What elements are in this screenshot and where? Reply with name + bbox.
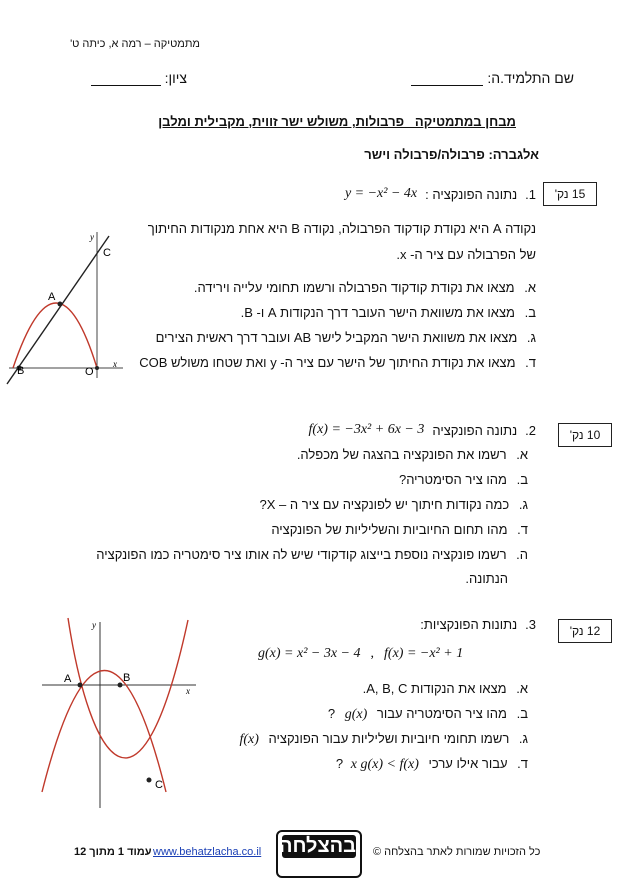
q3-item-d-tail: ? — [335, 756, 344, 771]
footer-logo — [276, 830, 362, 878]
footer-logo-text: בהצלחה — [278, 835, 356, 857]
q1-label-x: x — [113, 359, 117, 369]
q1-item-b-letter: ב. — [524, 305, 536, 320]
q3-points-box: 12 נק' — [558, 619, 612, 643]
q3-item-c-text: רשמו תחומי חיוביות ושליליות עבור הפונקציה — [268, 731, 510, 746]
q2-item-e-cont: הנתונה. — [465, 571, 508, 586]
q1-line-ab — [7, 236, 109, 384]
q1-point-a — [58, 302, 63, 307]
q3-item-d-text: עבור אילו ערכי — [428, 756, 508, 771]
q3-label-b: B — [123, 672, 131, 684]
q2-item-b-letter: ב. — [516, 472, 528, 487]
exam-title: מבחן במתמטיקה פרבולות, משולש ישר זווית, מקבילית ומלבן — [158, 114, 516, 129]
section-title: אלגברה: פרבולה/פרבולה וישר — [364, 147, 539, 162]
q1-label-o: O — [85, 366, 94, 378]
q2-item-c-text: כמה נקודות חיתוך יש לפונקציה עם ציר ה – X? — [259, 497, 510, 512]
q2-item-e — [96, 547, 528, 562]
q1-item-b-text: מצאו את משוואת הישר העובר דרך הנקודות A ו- B. — [240, 305, 515, 320]
student-name-blank[interactable] — [411, 73, 483, 86]
q3-item-d — [336, 756, 528, 773]
q1-number: 1. — [525, 186, 536, 202]
q1-label-c: C — [103, 247, 111, 259]
q1-item-d — [139, 355, 536, 370]
q1-label-b: B — [17, 365, 25, 377]
q1-item-a-text: מצאו את נקודת קודקוד הפרבולה ורשמו תחומי עלייה וירידה. — [193, 280, 515, 295]
q3-item-d-letter: ד. — [517, 756, 528, 771]
page-number: עמוד 1 מתוך 12 — [74, 846, 152, 858]
q2-item-b-text: מהו ציר הסימטריה? — [398, 472, 507, 487]
q2-items — [28, 447, 528, 587]
q2-item-d — [271, 522, 528, 537]
q1-point-o — [95, 366, 99, 370]
q3-label-a: A — [64, 673, 72, 685]
q3-number: 3. — [525, 617, 536, 632]
q1-points-box: 15 נק' — [543, 182, 597, 206]
q3-formula-f: f(x) = −x² + 1 — [384, 646, 464, 661]
q3-item-b-math: g(x) — [344, 707, 368, 722]
q3-point-c — [147, 778, 152, 783]
q1-desc-2: של הפרבולה עם ציר ה- x. — [396, 247, 536, 262]
q3-label-x: x — [186, 686, 190, 696]
q2-item-e-text: רשמו פונקציה נוספת בייצוג קודקודי שיש לה אותו ציר סימטריה כמו הפונקציה — [96, 547, 507, 562]
q3-graph — [28, 612, 203, 810]
q1-item-c-text: מצאו את משוואת הישר המקביל לישר AB ועובר דרך ראשית הצירים — [155, 330, 518, 345]
q1-label-y: y — [90, 232, 94, 242]
q2-item-e-letter: ה. — [516, 547, 528, 562]
student-name-label: שם התלמיד.ה: — [487, 70, 574, 86]
grade-field[interactable] — [91, 70, 187, 86]
q3-point-b — [118, 683, 123, 688]
q1-item-d-text: מצאו את נקודת החיתוך של הישר עם ציר ה- y ואת שטחו משולש COB — [139, 355, 516, 370]
q3-formula-sep: , — [370, 646, 375, 661]
course-line: מתמטיקה – רמה א, כיתה ט' — [70, 38, 200, 50]
q3-item-c — [239, 731, 528, 748]
student-name-field[interactable] — [411, 70, 574, 86]
q1-item-b — [241, 305, 536, 320]
q3-label-y: y — [92, 620, 96, 630]
q3-item-a-letter: א. — [516, 681, 528, 696]
q1-formula: y = −x² − 4x — [344, 186, 418, 201]
q1-intro: נתונה הפונקציה : — [425, 186, 518, 202]
q1-label-a: A — [48, 291, 56, 303]
grade-label: ציון: — [164, 70, 187, 86]
q2-item-c — [260, 497, 529, 512]
q1-item-c-letter: ג. — [526, 330, 536, 345]
q3-item-b-text: מהו ציר הסימטריה עבור — [376, 706, 507, 721]
q3-point-a — [78, 683, 83, 688]
grade-blank[interactable] — [91, 73, 161, 86]
q2-item-a-text: רשמו את הפונקציה בהצגה של מכפלה. — [296, 447, 507, 462]
q1-graph — [5, 226, 130, 386]
q3-item-b-tail: ? — [327, 706, 336, 721]
q2-item-c-letter: ג. — [518, 497, 528, 512]
website-link[interactable]: www.behatzlacha.co.il — [153, 846, 262, 858]
q1-desc-1: נקודה A היא נקודת קודקוד הפרבולה, נקודה B היא אחת מנקודות החיתוך — [147, 221, 536, 236]
q1-item-d-letter: ד. — [525, 355, 536, 370]
q2-points-box: 10 נק' — [558, 423, 612, 447]
q2-header — [309, 422, 536, 438]
q3-item-b — [328, 706, 528, 723]
q2-item-d-text: מהו תחום החיוביות והשליליות של הפונקציה — [271, 522, 508, 537]
q3-parabola-f — [42, 671, 166, 793]
q3-item-b-letter: ב. — [516, 706, 528, 721]
q1-header — [156, 186, 536, 202]
q3-items — [208, 681, 528, 781]
q1-items — [116, 280, 536, 380]
q2-item-a — [297, 447, 528, 462]
q3-header — [420, 617, 536, 632]
q1-item-a-letter: א. — [524, 280, 536, 295]
q3-item-a-text: מצאו את הנקודות A, B, C. — [362, 681, 507, 696]
q3-item-c-letter: ג. — [518, 731, 528, 746]
q3-item-c-math: f(x) — [239, 732, 259, 747]
copyright-text: כל הזכויות שמורות לאתר בהצלחה © — [373, 846, 541, 858]
q3-item-d-math: x g(x) < f(x) — [350, 757, 419, 772]
q3-item-a — [363, 681, 528, 696]
q2-item-b — [399, 472, 528, 487]
q1-item-c — [156, 330, 536, 345]
q1-item-a — [194, 280, 536, 295]
q2-item-d-letter: ד. — [517, 522, 528, 537]
q2-item-a-letter: א. — [516, 447, 528, 462]
q3-formula-g: g(x) = x² − 3x − 4 — [258, 646, 361, 661]
q1-parabola — [13, 303, 97, 368]
q2-formula: f(x) = −3x² + 6x − 3 — [308, 422, 425, 437]
q3-label-c: C — [155, 779, 163, 791]
q3-intro: נתונות הפונקציות: — [420, 617, 518, 632]
q2-number: 2. — [525, 422, 536, 438]
q2-intro: נתונה הפונקציה — [432, 422, 518, 438]
q3-formulas — [258, 646, 463, 662]
